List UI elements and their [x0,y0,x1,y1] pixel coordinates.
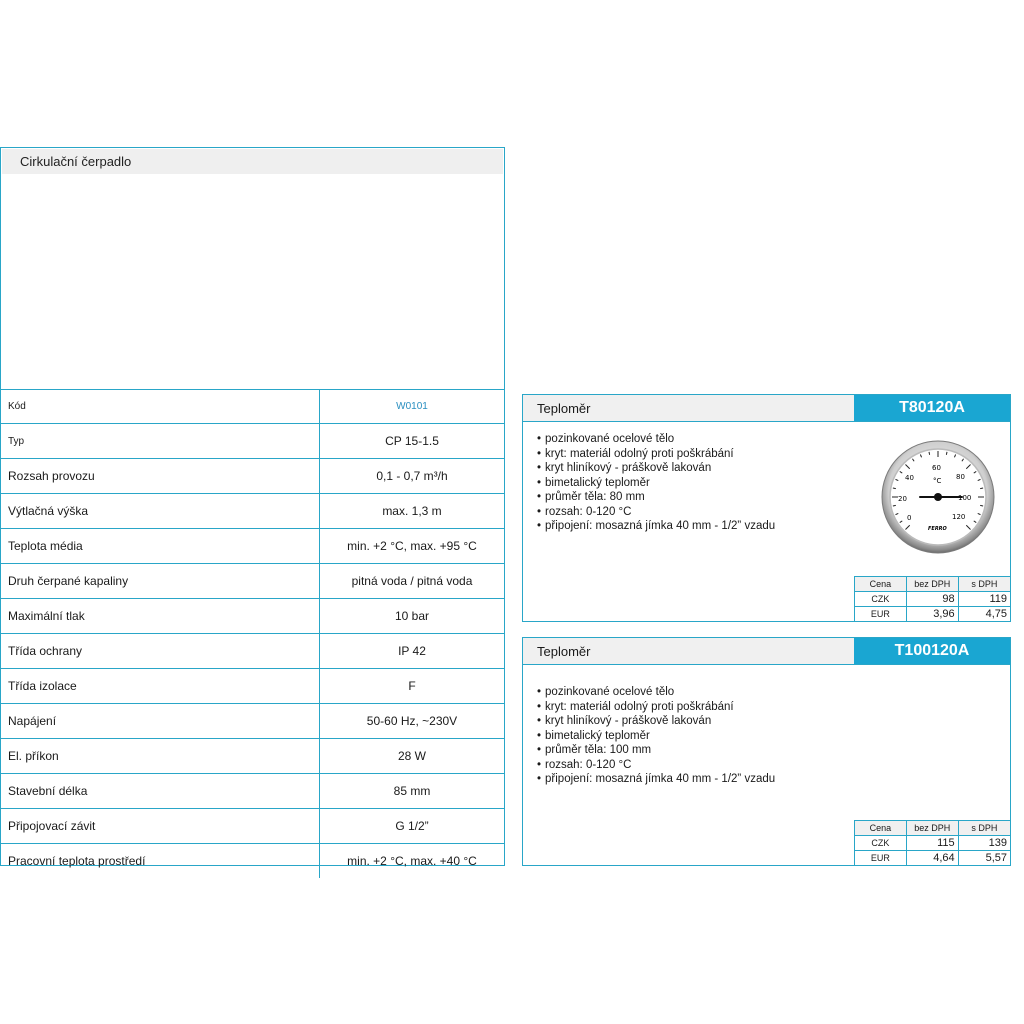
feature-item: • připojení: mosazná jímka 40 mm - 1/2” vzadu [537,519,775,534]
price-header-row [855,821,1011,836]
scale-label: 20 [898,495,907,503]
price-row [855,607,1011,622]
price-row [855,836,1011,851]
feature-item: • rozsah: 0-120 °C [537,758,775,773]
spec-row [1,459,504,494]
spec-value: F [320,669,505,704]
price-header: Cena [855,577,907,592]
price-header: s DPH [958,821,1010,836]
scale-label: 40 [905,474,914,482]
feature-item: • rozsah: 0-120 °C [537,505,775,520]
product-name: Teploměr [537,401,591,416]
price-gross: 5,57 [958,851,1010,866]
spec-value: pitná voda / pitná voda [320,564,505,599]
currency: CZK [855,592,907,607]
spec-value: G 1/2” [320,809,505,844]
currency: EUR [855,607,907,622]
feature-item: • kryt hliníkový - práškově lakován [537,461,775,476]
spec-label: Rozsah provozu [1,459,320,494]
price-gross: 4,75 [958,607,1010,622]
product-name: Teploměr [537,644,591,659]
feature-item: • kryt: materiál odolný proti poškrábání [537,447,775,462]
thermometer-image [880,439,996,555]
feature-item: • kryt hliníkový - práškově lakován [537,714,775,729]
spec-value: 28 W [320,739,505,774]
spec-value: 10 bar [320,599,505,634]
price-net: 4,64 [906,851,958,866]
spec-label: Třída ochrany [1,634,320,669]
spec-label: El. příkon [1,739,320,774]
spec-label: Třída izolace [1,669,320,704]
feature-item: • bimetalický teploměr [537,729,775,744]
spec-row [1,494,504,529]
pump-image-area [1,174,504,389]
product-code: T80120A [854,395,1010,421]
feature-item: • pozinkované ocelové tělo [537,685,775,700]
feature-list [537,685,775,787]
spec-value: min. +2 °C, max. +95 °C [320,529,505,564]
feature-item: • bimetalický teploměr [537,476,775,491]
card-header [523,638,1010,665]
feature-item: • průměr těla: 80 mm [537,490,775,505]
gauge-tick [893,488,896,489]
card-header [523,395,1010,422]
spec-row [1,634,504,669]
price-table [854,820,1010,865]
scale-label: 80 [956,473,965,481]
currency: EUR [855,851,907,866]
gauge-tick [946,452,947,455]
feature-item: • kryt: materiál odolný proti poškrábání [537,700,775,715]
spec-value-code[interactable]: W0101 [320,390,505,424]
spec-row [1,774,504,809]
needle-hub [934,493,942,501]
gauge-tick [929,452,930,455]
spec-value: 50-60 Hz, ~230V [320,704,505,739]
unit-label: °C [933,477,942,485]
price-header: bez DPH [906,577,958,592]
spec-label: Kód [1,390,320,424]
product-card-t80120a [522,394,1011,622]
gauge-tick [980,488,983,489]
spec-label: Teplota média [1,529,320,564]
spec-row [1,704,504,739]
scale-label: 100 [958,494,972,502]
price-row [855,592,1011,607]
currency: CZK [855,836,907,851]
product-card-t100120a [522,637,1011,866]
product-code: T100120A [854,638,1010,664]
spec-row [1,390,504,424]
price-header: bez DPH [906,821,958,836]
pump-header [2,149,503,174]
spec-label: Připojovací závit [1,809,320,844]
spec-label: Maximální tlak [1,599,320,634]
spec-row [1,739,504,774]
scale-label: 0 [907,514,912,522]
scale-label: 60 [932,464,941,472]
spec-row [1,564,504,599]
feature-item: • připojení: mosazná jímka 40 mm - 1/2” vzadu [537,772,775,787]
price-gross: 139 [958,836,1010,851]
spec-row [1,599,504,634]
spec-value: 85 mm [320,774,505,809]
spec-value: min. +2 °C, max. +40 °C [320,844,505,879]
spec-label: Stavební délka [1,774,320,809]
feature-item: • průměr těla: 100 mm [537,743,775,758]
spec-row [1,424,504,459]
spec-label: Napájení [1,704,320,739]
gauge-tick [893,505,896,506]
pump-title: Cirkulační čerpadlo [20,154,132,169]
price-table [854,576,1010,621]
scale-label: 120 [952,513,966,521]
spec-row [1,669,504,704]
price-net: 3,96 [906,607,958,622]
brand-logo: FERRO [928,526,947,532]
spec-label: Pracovní teplota prostředí [1,844,320,879]
price-gross: 119 [958,592,1010,607]
feature-item: • pozinkované ocelové tělo [537,432,775,447]
price-header: s DPH [958,577,1010,592]
spec-value: CP 15-1.5 [320,424,505,459]
spec-label: Typ [1,424,320,459]
price-row [855,851,1011,866]
spec-value: IP 42 [320,634,505,669]
price-header-row [855,577,1011,592]
feature-list [537,432,775,534]
spec-label: Druh čerpané kapaliny [1,564,320,599]
price-header: Cena [855,821,907,836]
pump-panel [0,147,505,866]
spec-row [1,844,504,879]
price-net: 115 [906,836,958,851]
spec-row [1,529,504,564]
spec-value: max. 1,3 m [320,494,505,529]
spec-table [1,389,504,878]
price-net: 98 [906,592,958,607]
spec-row [1,809,504,844]
gauge-tick [980,505,983,506]
spec-label: Výtlačná výška [1,494,320,529]
spec-value: 0,1 - 0,7 m³/h [320,459,505,494]
